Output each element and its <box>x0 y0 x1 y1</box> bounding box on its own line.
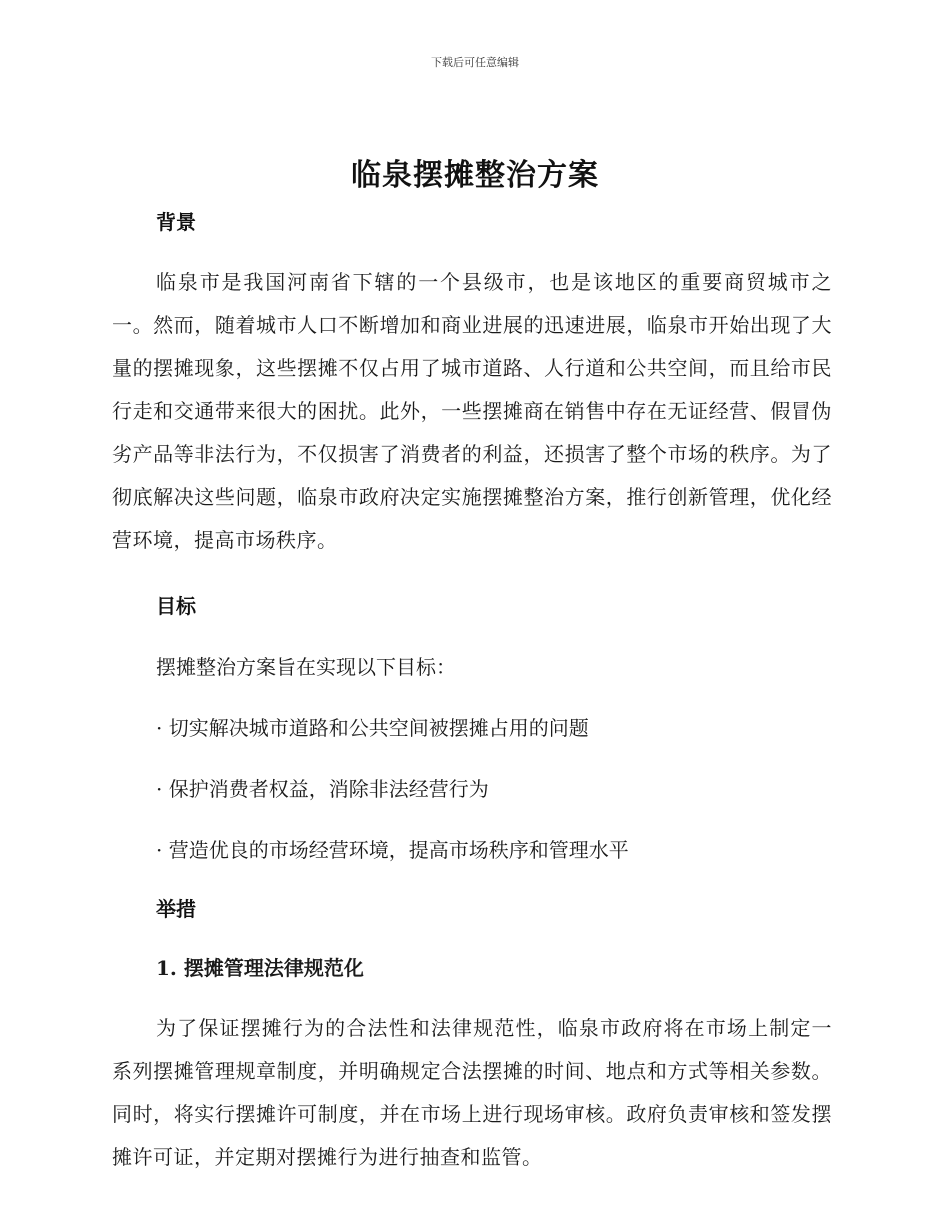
subheading-measure-1 <box>156 952 832 981</box>
goal-item-3: · 营造优良的市场经营环境，提高市场秩序和管理水平 <box>156 838 629 862</box>
heading-background: 背景 <box>156 210 196 234</box>
document-body <box>112 200 832 1179</box>
heading-goals: 目标 <box>156 594 196 618</box>
goals-intro: 摆摊整治方案旨在实现以下目标： <box>156 655 456 679</box>
paragraph-measure-1: 为了保证摆摊行为的合法性和法律规范性，临泉市政府将在市场上制定一系列摆摊管理规章制度，并明确规定合法摆摊的时间、地点和方式等相关参数。同时，将实行摆摊许可制度，并在市场上进行现场审核。政府负责审核和签发摆摊许可证，并定期对摆摊行为进行抽查和监管。 <box>112 1016 832 1169</box>
subheading-title: 摆摊管理法律规范化 <box>183 956 364 980</box>
header-note: 下载后可任意编辑 <box>431 56 519 69</box>
page-title: 临泉摆摊整治方案 <box>351 158 599 193</box>
goal-item-2: · 保护消费者权益，消除非法经营行为 <box>156 777 489 801</box>
heading-measures: 举措 <box>156 897 196 921</box>
subheading-number: 1. <box>156 956 177 980</box>
goal-item-1: · 切实解决城市道路和公共空间被摆摊占用的问题 <box>156 716 589 740</box>
paragraph-background: 临泉市是我国河南省下辖的一个县级市，也是该地区的重要商贸城市之一。然而，随着城市人口不断增加和商业进展的迅速进展，临泉市开始出现了大量的摆摊现象，这些摆摊不仅占用了城市道路、人行道和公共空间，而且给市民行走和交通带来很大的困扰。此外，一些摆摊商在销售中存在无证经营、假冒伪劣产品等非法行为，不仅损害了消费者的利益，还损害了整个市场的秩序。为了彻底解决这些问题，临泉市政府决定实施摆摊整治方案，推行创新管理，优化经营环境，提高市场秩序。 <box>112 270 832 552</box>
